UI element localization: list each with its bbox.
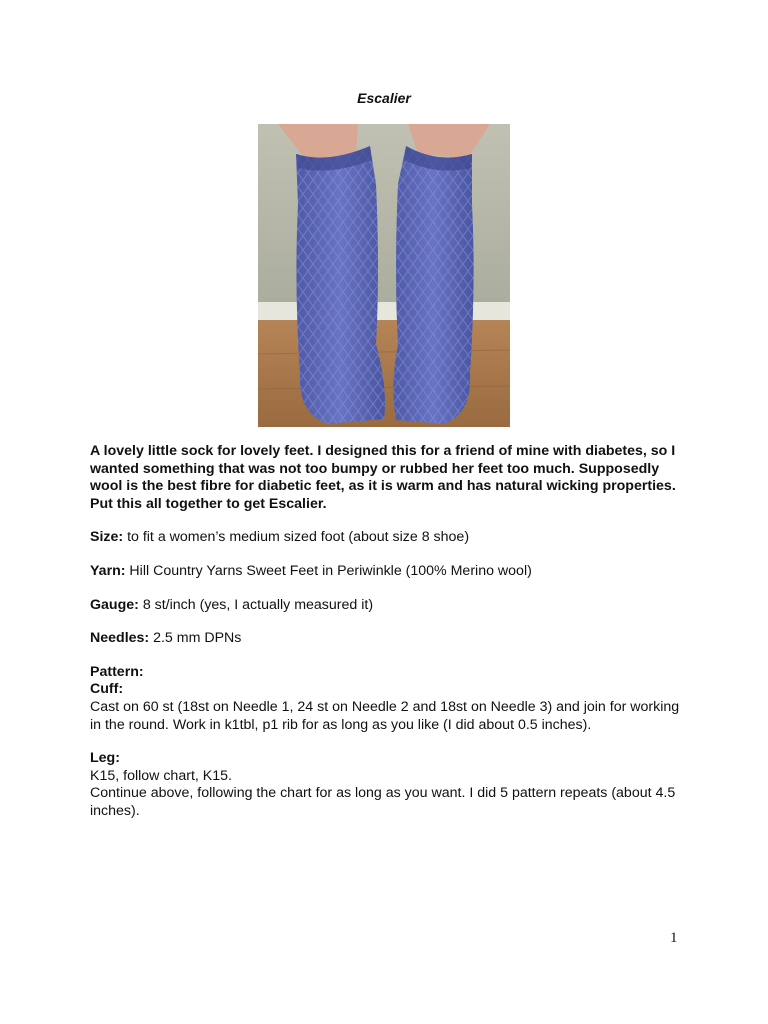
gauge-label: Gauge: bbox=[90, 596, 139, 613]
cuff-text: Cast on 60 st (18st on Needle 1, 24 st on Needle 2 and 18st on Needle 3) and join for working in the round. Work in k1tbl, p1 rib for as long as you like (I did about 0.5 inches). bbox=[90, 698, 680, 733]
intro-paragraph: A lovely little sock for lovely feet. I designed this for a friend of mine with diabetes, so I wanted something that was not too bumpy or rubbed her feet too much. Supposedly wool is the best fibre for diabetic feet, as it is warm and has natural wicking properties. Put this all together to get Escalier. bbox=[90, 443, 676, 512]
leg-section bbox=[90, 750, 690, 820]
leg-line-1: K15, follow chart, K15. bbox=[90, 767, 232, 784]
yarn-label: Yarn: bbox=[90, 562, 126, 579]
needles-value: 2.5 mm DPNs bbox=[149, 630, 242, 647]
leg-heading: Leg: bbox=[90, 750, 120, 767]
pattern-content bbox=[90, 443, 690, 837]
size-line bbox=[90, 529, 690, 547]
right-sock bbox=[393, 146, 473, 424]
cuff-heading: Cuff: bbox=[90, 681, 124, 698]
yarn-line bbox=[90, 563, 690, 581]
pattern-section bbox=[90, 664, 690, 734]
yarn-value: Hill Country Yarns Sweet Feet in Periwinkle (100% Merino wool) bbox=[125, 562, 532, 579]
document-title: Escalier bbox=[357, 90, 411, 106]
left-sock bbox=[296, 146, 385, 424]
sock-photo-illustration bbox=[258, 124, 510, 427]
pattern-heading: Pattern: bbox=[90, 663, 144, 680]
size-label: Size: bbox=[90, 529, 124, 546]
gauge-line bbox=[90, 597, 690, 615]
sock-photo bbox=[258, 124, 510, 427]
needles-label: Needles: bbox=[90, 630, 150, 647]
leg-line-2: Continue above, following the chart for as long as you want. I did 5 pattern repeats (about 4.5 inches). bbox=[90, 785, 676, 819]
needles-line bbox=[90, 630, 690, 648]
size-value: to fit a women’s medium sized foot (about size 8 shoe) bbox=[123, 529, 470, 546]
page-number: 1 bbox=[670, 930, 678, 946]
gauge-value: 8 st/inch (yes, I actually measured it) bbox=[138, 596, 374, 613]
